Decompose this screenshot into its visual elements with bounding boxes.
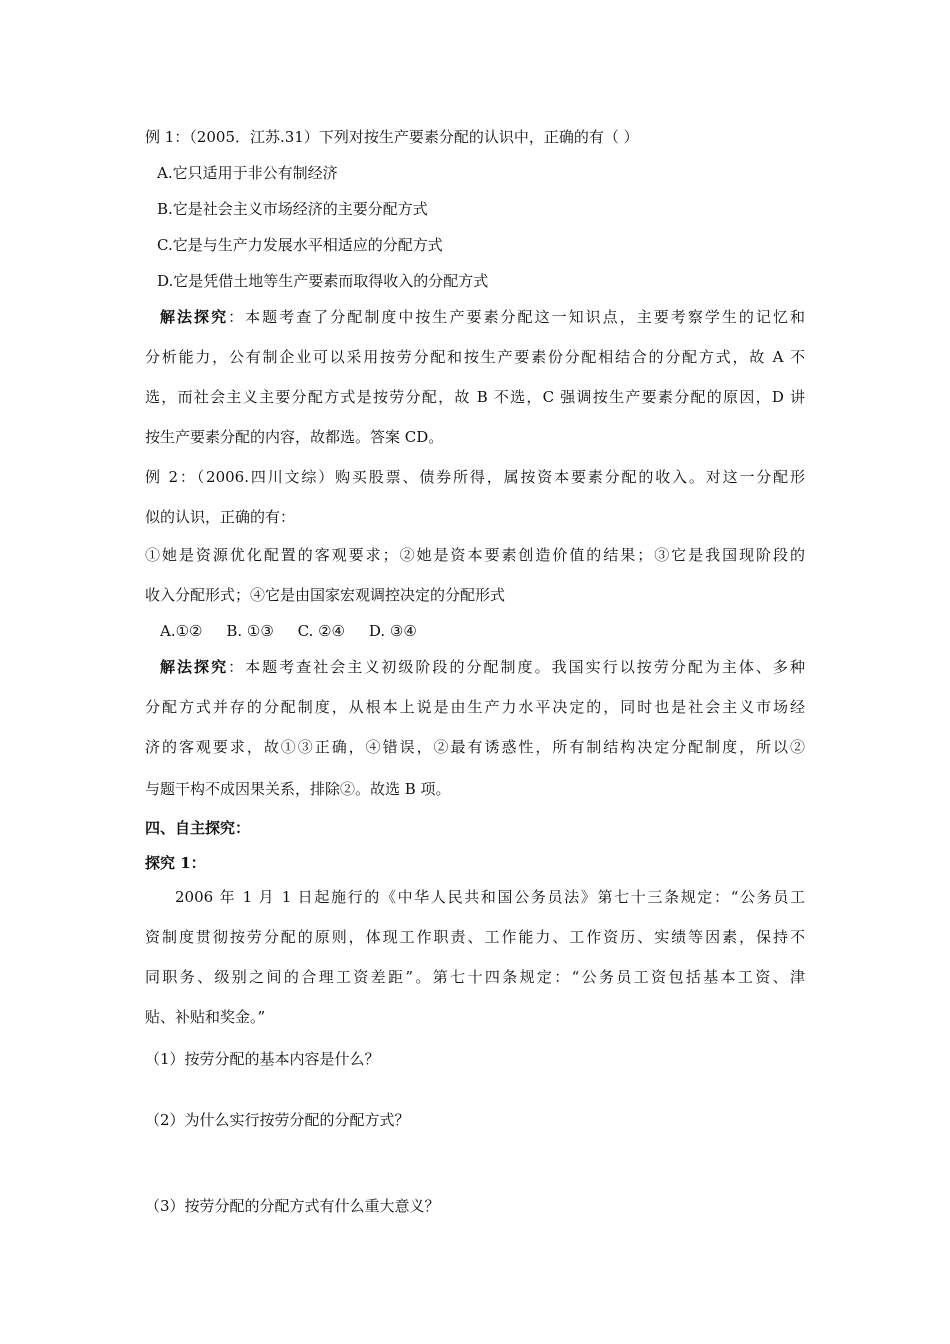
example2-question-line-3: ①她是资源优化配置的客观要求；②她是资本要素创造价值的结果；③它是我国现阶段的 <box>145 546 805 564</box>
question-3: （3）按劳分配的分配方式有什么重大意义？ <box>145 1197 440 1215</box>
passage-line-1: 2006 年 1 月 1 日起施行的《中华人民共和国公务员法》第七十三条规定：“公务员工 <box>175 888 805 906</box>
example1-analysis-line-1: 解法探究：本题考查了分配制度中按生产要素分配这一知识点，主要考察学生的记忆和 <box>160 308 805 326</box>
example1-analysis-line-4: 按生产要素分配的内容，故都选。答案 CD。 <box>145 428 444 446</box>
example1-analysis-label: 解法探究 <box>160 308 229 326</box>
example1-question: 例 1：（2005．江苏.31）下列对按生产要素分配的认识中，正确的有（ ） <box>145 128 639 146</box>
example2-question-line-2: 似的认识，正确的有： <box>145 508 296 526</box>
passage-line-4: 贴、补贴和奖金。” <box>145 1008 266 1026</box>
example2-options: A.①② B. ①③ C. ②④ D. ③④ <box>160 622 417 640</box>
passage-line-3: 同职务、级别之间的合理工资差距”。第七十四条规定：“公务员工资包括基本工资、津 <box>145 968 805 986</box>
example1-option-d: D.它是凭借土地等生产要素而取得收入的分配方式 <box>157 272 489 290</box>
example2-analysis-line-1: 解法探究：本题考查社会主义初级阶段的分配制度。我国实行以按劳分配为主体、多种 <box>160 658 805 676</box>
example1-option-b: B.它是社会主义市场经济的主要分配方式 <box>157 200 428 218</box>
example2-question-line-1: 例 2：（2006.四川文综）购买股票、债券所得，属按资本要素分配的收入。对这一分配形 <box>145 468 805 486</box>
passage-line-2: 资制度贯彻按劳分配的原则，体现工作职责、工作能力、工作资历、实绩等因素，保持不 <box>145 928 805 946</box>
example2-analysis-line-2: 分配方式并存的分配制度，从根本上说是由生产力水平决定的，同时也是社会主义市场经 <box>145 698 805 716</box>
question-2: （2）为什么实行按劳分配的分配方式？ <box>145 1111 410 1129</box>
example1-analysis-line-3: 选，而社会主义主要分配方式是按劳分配，故 B 不选，C 强调按生产要素分配的原因，D 讲 <box>145 388 805 406</box>
example2-analysis-line-3: 济的客观要求，故①③正确，④错误，②最有诱惑性，所有制结构决定分配制度，所以② <box>145 738 805 756</box>
example2-analysis-label: 解法探究 <box>160 658 229 676</box>
example1-option-a: A.它只适用于非公有制经济 <box>157 164 338 182</box>
section-heading: 四、自主探究： <box>145 819 251 837</box>
question-1: （1）按劳分配的基本内容是什么？ <box>145 1050 380 1068</box>
section-subheading: 探究 1： <box>145 854 206 872</box>
example1-option-c: C.它是与生产力发展水平相适应的分配方式 <box>157 236 443 254</box>
example1-analysis-line-2: 分析能力，公有制企业可以采用按劳分配和按生产要素份分配相结合的分配方式，故 A 不 <box>145 348 805 366</box>
example2-question-line-4: 收入分配形式；④它是由国家宏观调控决定的分配形式 <box>145 586 506 604</box>
example2-analysis-line-4: 与题干构不成因果关系，排除②。故选 B 项。 <box>145 780 451 798</box>
